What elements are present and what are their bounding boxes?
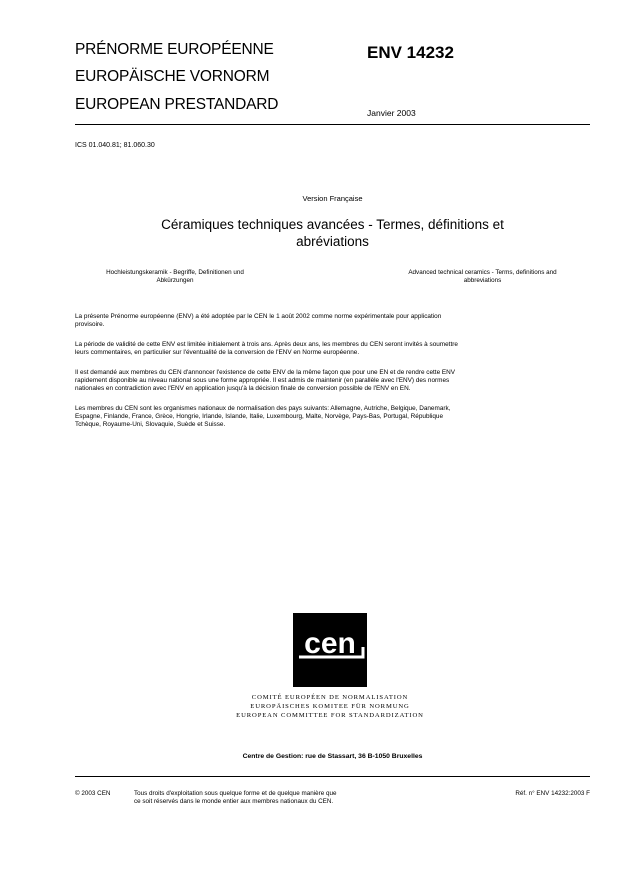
german-title-line-1: Hochleistungskeramik - Begriffe, Definitionen und — [106, 269, 244, 276]
paragraph-line: Tchèque, Royaume-Uni, Slovaquie, Suède et Suisse. — [75, 421, 226, 429]
cen-logo-text: cen — [304, 627, 356, 660]
rights-notice — [134, 790, 336, 806]
paragraph-line: nationales en contradiction avec l'ENV en application jusqu'à la décision finale de conversion possible de l'ENV en EN. — [75, 385, 411, 393]
english-title-line-1: Advanced technical ceramics - Terms, definitions and — [408, 269, 557, 276]
cen-logo — [293, 613, 367, 687]
title-german-designation: EUROPÄISCHE VORNORM — [75, 68, 270, 85]
rights-notice-line-1: Tous droits d'exploitation sous quelque forme et de quelque manière que — [134, 790, 337, 797]
paragraph-validity — [75, 341, 590, 357]
paragraph-line: La période de validité de cette ENV est limitée initialement à trois ans. Après deux ans, les membres du CEN seront invités à soumettre — [75, 341, 458, 348]
header-divider — [75, 124, 590, 125]
document-title — [75, 216, 590, 250]
ics-code: ICS 01.040.81; 81.060.30 — [75, 142, 155, 149]
language-version: Version Française — [302, 194, 363, 203]
paragraph-line: Espagne, Finlande, France, Grèce, Hongrie, Irlande, Islande, Italie, Luxembourg, Malte, Norvège, Pays-Bas, Portugal, République — [75, 413, 444, 421]
german-title-line-2: Abkürzungen — [156, 277, 194, 285]
rights-notice-line-2: ce soit réservés dans le monde entier aux membres nationaux du CEN. — [134, 798, 334, 806]
paragraph-line: provisoire. — [75, 321, 105, 329]
footer-divider — [75, 776, 590, 777]
english-title-line-2: abbreviations — [463, 277, 502, 285]
paragraph-line: leurs commentaires, en particulier sur l'éventualité de la conversion de l'ENV en Norme européenne. — [75, 349, 360, 357]
english-title — [375, 269, 590, 285]
reference-number: Réf. n° ENV 14232:2003 F — [515, 790, 590, 797]
title-english-designation: EUROPEAN PRESTANDARD — [75, 96, 279, 113]
copyright: © 2003 CEN — [75, 790, 111, 797]
standard-number: ENV 14232 — [367, 43, 454, 62]
paragraph-line: La présente Prénorme européenne (ENV) a été adoptée par le CEN le 1 août 2002 comme norme expérimentale pour application — [75, 313, 442, 320]
document-title-line-2: abréviations — [296, 234, 369, 249]
committee-name-german: EUROPÄISCHES KOMITEE FÜR NORMUNG — [250, 703, 410, 710]
cen-committee-names — [175, 693, 485, 720]
publication-date: Janvier 2003 — [367, 108, 416, 118]
document-title-line-1: Céramiques techniques avancées - Termes, définitions et — [161, 217, 504, 232]
committee-name-french: COMITÉ EUROPÉEN DE NORMALISATION — [251, 694, 409, 701]
committee-name-english: EUROPEAN COMMITTEE FOR STANDARDIZATION — [236, 712, 424, 719]
paragraph-members — [75, 405, 590, 430]
title-french-designation: PRÉNORME EUROPÉENNE — [75, 41, 274, 58]
paragraph-announcement — [75, 369, 590, 394]
paragraph-line: rapidement disponible au niveau national sous une forme appropriée. Il est admis de maintenir (en parallèle avec l'ENV) des normes — [75, 377, 450, 385]
paragraph-line: Les membres du CEN sont les organismes nationaux de normalisation des pays suivants: Allemagne, Autriche, Belgique, Danemark, — [75, 405, 451, 412]
cen-logo-graphic — [293, 613, 367, 687]
german-title — [75, 269, 275, 285]
paragraph-line: Il est demandé aux membres du CEN d'annoncer l'existence de cette ENV de la même façon que pour une EN et de rendre cette ENV — [75, 369, 456, 376]
management-centre-address: Centre de Gestion: rue de Stassart, 36 B-1050 Bruxelles — [242, 753, 423, 760]
paragraph-adoption — [75, 313, 590, 329]
